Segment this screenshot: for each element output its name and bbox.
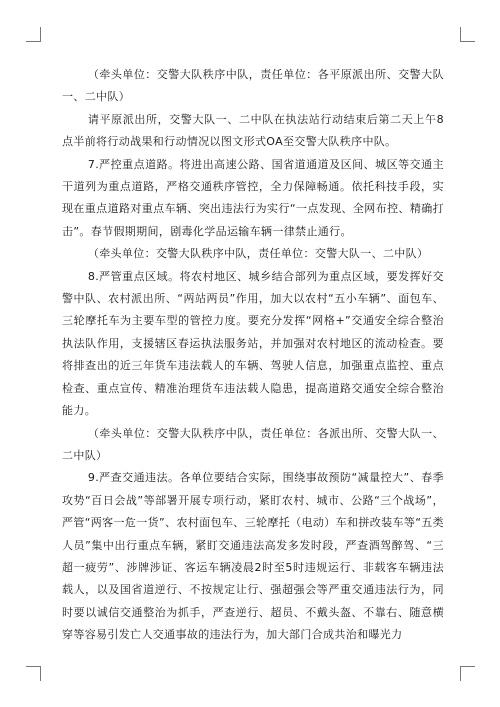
document-body bbox=[62, 64, 444, 647]
paragraph-item-9: 9.严查交通违法。各单位要结合实际，围绕事故预防“减量控大”、春季攻势“百日会战”等部署开展专项行动，紧盯农村、城市、公路“三个战场”，严管“两客一危一货”、农村面包车、三轮摩托（电动）车和拼改装车等“五类人员”集中出行重点车辆，紧盯交通违法高发多发时段，严查酒驾醉驾、“三超一疲劳”、涉牌涉证、客运车辆凌晨2时至5时违规运行、非载客车辆违法载人，以及国省道逆行、不按规定让行、强超强会等严重交通违法行为，同时要以诚信交通整治为抓手，严查逆行、超员、不戴头盔、不靠右、随意横穿等容易引发亡人交通事故的违法行为，加大部门合成共治和曝光力 bbox=[62, 471, 444, 642]
crop-mark-bottom-left bbox=[26, 666, 41, 681]
crop-mark-bottom-right bbox=[460, 666, 475, 681]
paragraph-reporting-instruction: 请平原派出所，交警大队一、二中队在执法站行动结束后第二天上午8点半前将行动战果和行动情况以图文形式OA至交警大队秩序中队。 bbox=[62, 112, 444, 149]
paragraph-responsible-units-2: （牵头单位：交警大队秩序中队，责任单位：交警大队一、二中队） bbox=[87, 247, 429, 261]
paragraph-responsible-units-3: （牵头单位：交警大队秩序中队，责任单位：各派出所、交警大队一、二中队） bbox=[62, 426, 444, 462]
crop-mark-top-right bbox=[460, 27, 475, 42]
crop-mark-top-left bbox=[26, 27, 41, 42]
paragraph-responsible-units-1: （牵头单位：交警大队秩序中队，责任单位：各平原派出所、交警大队一、二中队） bbox=[62, 68, 444, 104]
paragraph-item-7: 7.严控重点道路。将进出高速公路、国省道通道及区间、城区等交通主干道列为重点道路，严格交通秩序管控，全力保障畅通。依托科技手段，实现在重点道路对重点车辆、突出违法行为实行“一点发现、全网布控、精确打击”。春节假期期间，剧毒化学品运输车辆一律禁止通行。 bbox=[62, 157, 444, 238]
paragraph-item-8: 8.严管重点区域。将农村地区、城乡结合部列为重点区域，要发挥好交警中队、农村派出所、“两站两员”作用，加大以农村“五小车辆”、面包车、三轮摩托车为主要车型的管控力度。要充分发挥“网格+”交通安全综合整治执法队作用，支援辖区春运执法服务站，并加强对农村地区的流动检查。要将排查出的近三年货车违法载人的车辆、驾驶人信息，加强重点监控、重点检查、重点宣传、精准治理货车违法载人隐患，提高道路交通安全综合整治能力。 bbox=[62, 269, 444, 418]
